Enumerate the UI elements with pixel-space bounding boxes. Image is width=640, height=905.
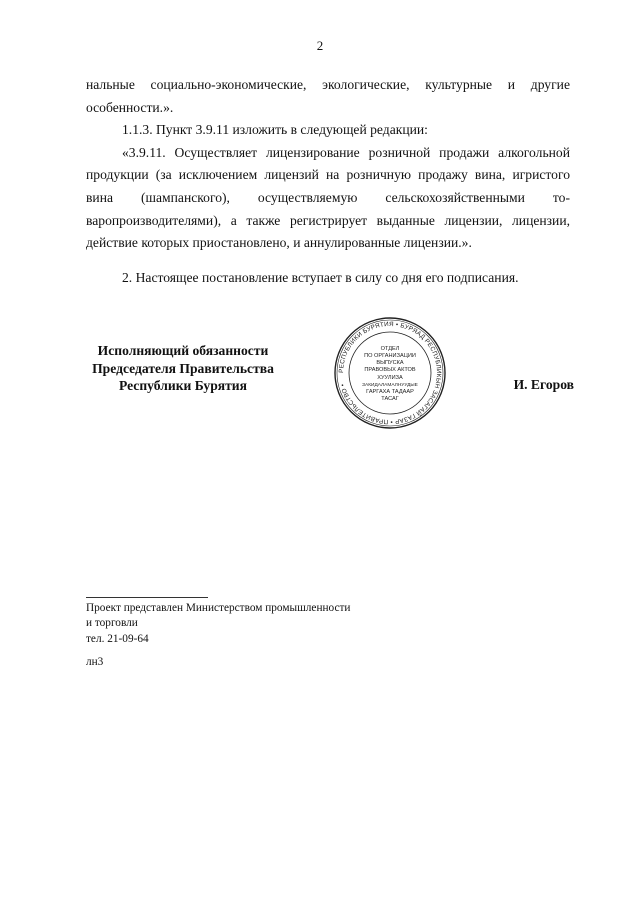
- stamp-line: ТАСАГ: [381, 396, 399, 402]
- paragraph-quote-3-9-11: «3.9.11. Осуществляет лицензирование розничной продажи алкогольной продукции (за исключением лицензий на розничную продажу вина, игристого вина (шампанского), осуществляемую сельскохозяйственными товаропроизводителями), а также регистрирует выданные лицензии, лицензии, действие которых приостановлено, и аннулированные лицензии.».: [86, 144, 570, 251]
- stamp-ring-text: РЕСПУБЛИКИ БУРЯТИЯ • БУРЯАД РЕСПУБЛИКЫН ЗАСАГАЙ ГАЗАР • ПРАВИТЕЛЬСТВО •: [337, 320, 443, 426]
- footnote-divider: [86, 597, 208, 598]
- signatory-title-line: Исполняющий обязанности: [97, 343, 269, 358]
- stamp-line: ВЫПУСКА: [376, 360, 404, 366]
- paragraph-continuation: нальные социально-экономические, экологические, культурные и другие особенности.».: [86, 77, 570, 115]
- signatory-title-line: Республики Бурятия: [118, 378, 247, 393]
- stamp-line: ПРАВОВЫХ АКТОВ: [364, 367, 416, 373]
- footnote-phone: тел. 21-09-64: [86, 632, 149, 645]
- stamp-line: ЗАКИДАЛАМАЛНУУДЫЕ: [362, 383, 418, 388]
- signatory-name: И. Егоров: [513, 377, 574, 392]
- signatory-title-line: Председателя Правительства: [92, 360, 274, 376]
- stamp-line: ХУУЛИЗА: [377, 375, 403, 381]
- page-number: 2: [316, 38, 324, 53]
- document-code: лн3: [86, 656, 104, 668]
- footnote-line: и торговли: [86, 617, 138, 630]
- footnote-line: Проект представлен Министерством промышленности: [86, 602, 351, 614]
- stamp-line: ОТДЕЛ: [380, 346, 400, 352]
- stamp-line: ГАРГАХА ТАДААР: [366, 389, 414, 395]
- footnote: [86, 601, 350, 647]
- document-body: [86, 74, 570, 289]
- signatory-title: [86, 342, 280, 395]
- paragraph-item-2: 2. Настоящее постановление вступает в силу со дня его подписания.: [122, 269, 519, 285]
- paragraph-item-1-1-3: 1.1.3. Пункт 3.9.11 изложить в следующей редакции:: [122, 122, 428, 138]
- official-stamp: [333, 316, 447, 430]
- stamp-line: ПО ОРГАНИЗАЦИИ: [364, 353, 416, 359]
